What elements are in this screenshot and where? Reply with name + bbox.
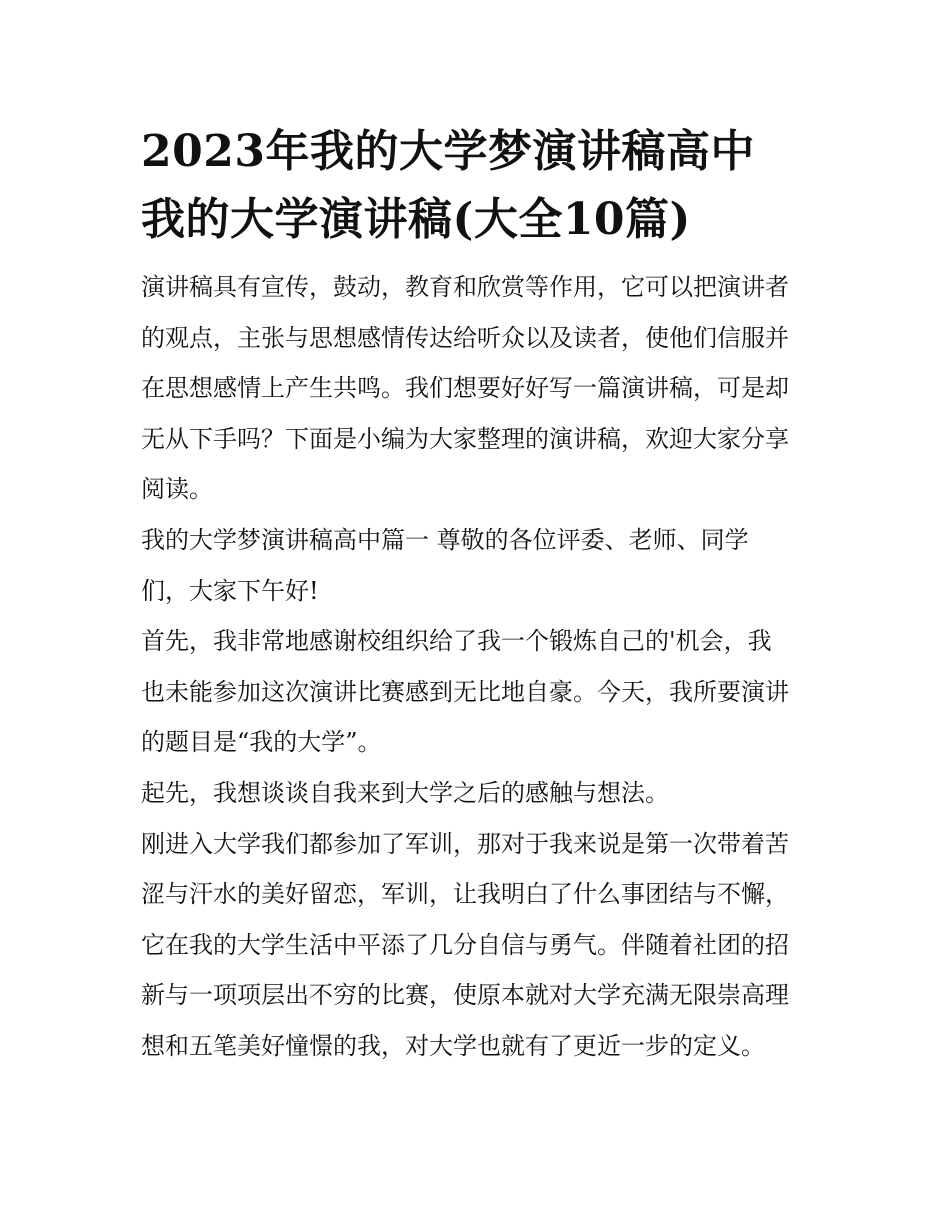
text-line: 演讲稿具有宣传，鼓动，教育和欣赏等作用，它可以把演讲者 [141, 273, 789, 301]
text-line: 刚进入大学我们都参加了军训，那对于我来说是第一次带着苦 [141, 829, 789, 858]
paragraph-intro [141, 262, 813, 515]
text-line: 无从下手吗？下面是小编为大家整理的演讲稿，欢迎大家分享 [141, 424, 789, 453]
text-line: 们，大家下午好! [141, 576, 319, 605]
text-line: 阅读。 [141, 475, 213, 504]
title-line: 我的大学演讲稿(大全10篇) [141, 194, 691, 245]
paragraph-greeting [141, 515, 813, 616]
text-line: 它在我的大学生活中平添了几分自信与勇气。伴随着社团的招 [141, 930, 789, 959]
text-line: 我的大学梦演讲稿高中篇一 尊敬的各位评委、老师、同学 [141, 525, 749, 554]
text-line: 的观点，主张与思想感情传达给听众以及读者，使他们信服并 [141, 323, 789, 352]
paragraph-thanks [141, 616, 813, 768]
text-line: 在思想感情上产生共鸣。我们想要好好写一篇演讲稿，可是却 [141, 374, 789, 403]
text-line: 的题目是“我的大学”。 [141, 728, 382, 757]
text-line: 也未能参加这次演讲比赛感到无比地自豪。今天，我所要演讲 [141, 677, 789, 706]
document-page [141, 118, 813, 1072]
document-title [141, 118, 813, 254]
text-line: 新与一项项层出不穷的比赛，使原本就对大学充满无限崇高理 [141, 981, 789, 1010]
text-line: 起先，我想谈谈自我来到大学之后的感触与想法。 [141, 778, 669, 807]
paragraph-military-training [141, 819, 813, 1072]
text-line: 想和五笔美好憧憬的我，对大学也就有了更近一步的定义。 [141, 1031, 765, 1060]
text-line: 首先，我非常地感谢校组织给了我一个锻炼自己的'机会，我 [141, 627, 772, 656]
text-line: 涩与汗水的美好留恋，军训，让我明白了什么事团结与不懈， [141, 880, 789, 909]
title-line: 2023年我的大学梦演讲稿高中 [141, 126, 755, 177]
paragraph-first-thoughts [141, 768, 813, 819]
